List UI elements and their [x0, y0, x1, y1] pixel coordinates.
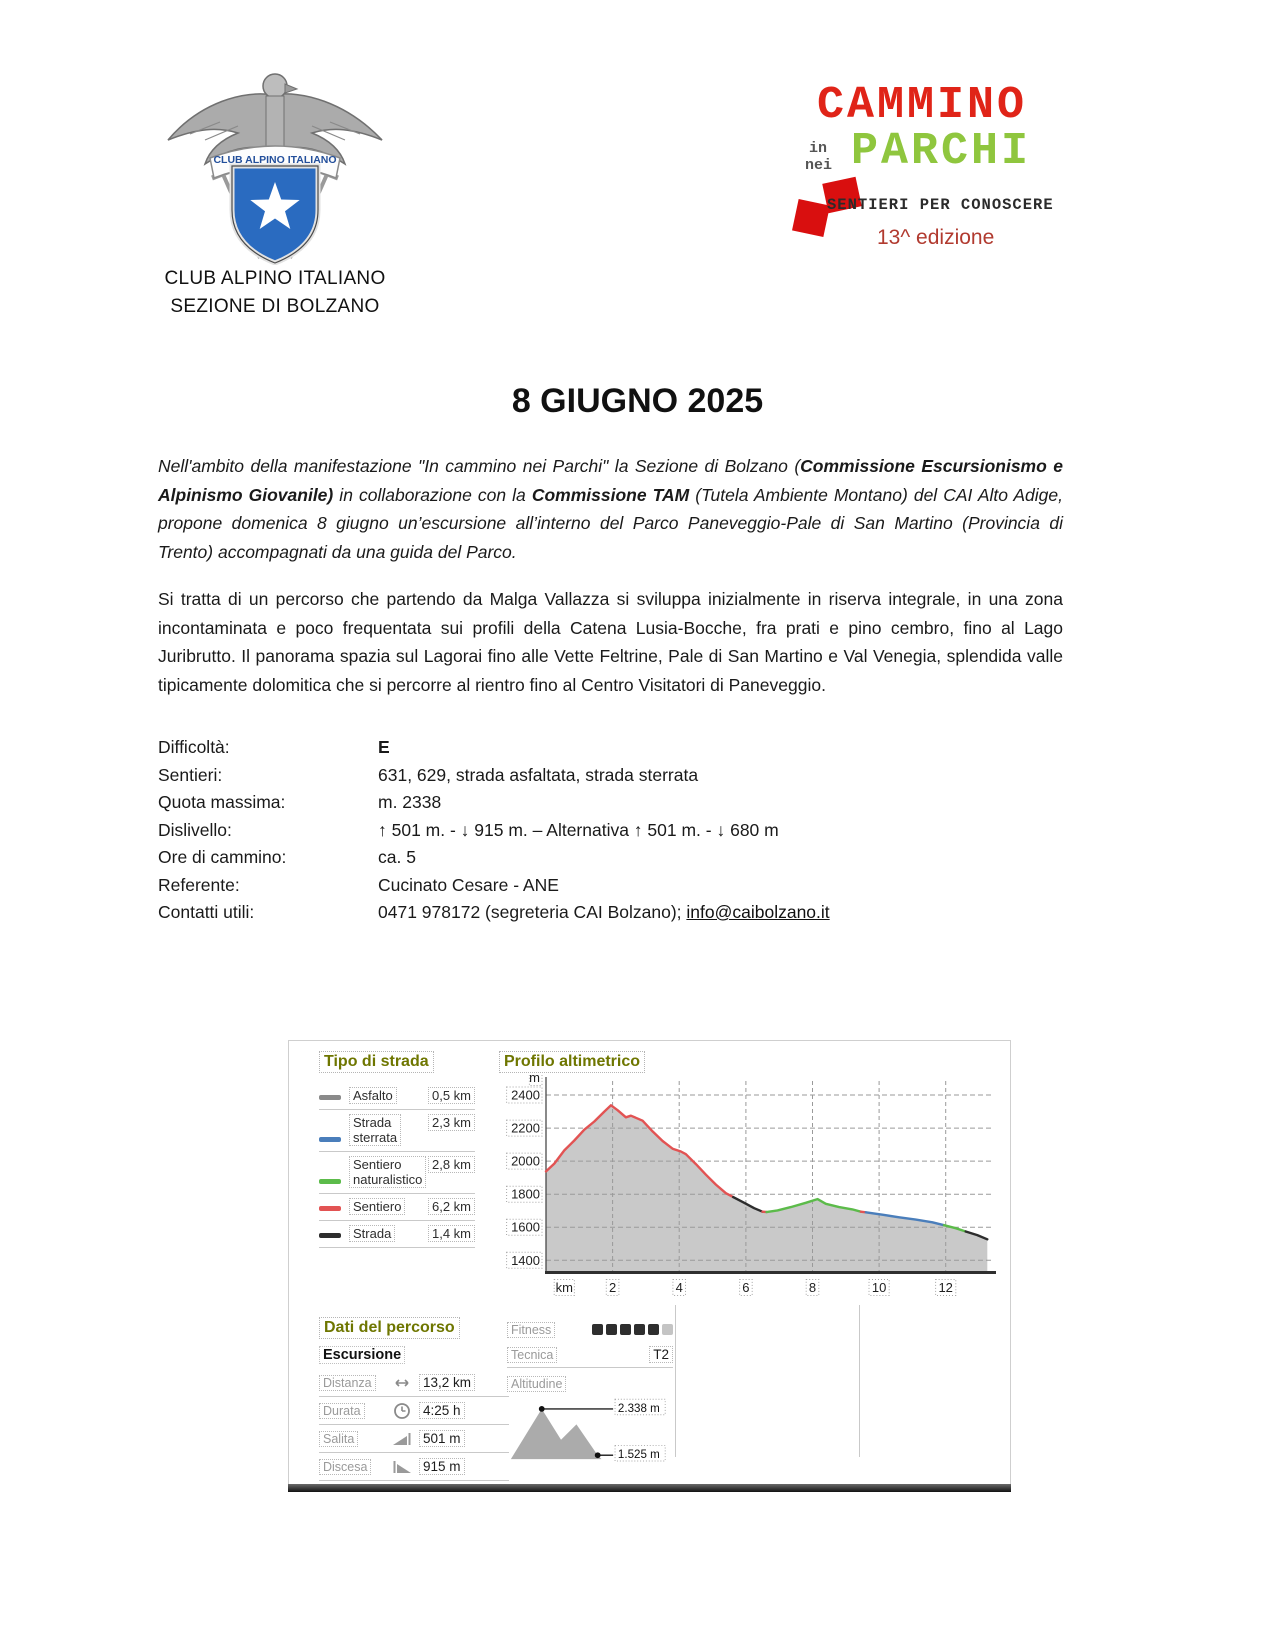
- legend-dash-icon: [319, 1206, 341, 1211]
- tecnica-row: [507, 1342, 673, 1368]
- logo-tagline: SENTIERI PER CONOSCERE: [827, 196, 1054, 214]
- detail-row: [158, 789, 1068, 817]
- fitness-dot: [662, 1324, 673, 1335]
- route-value: 501 m: [419, 1430, 465, 1447]
- route-label: Discesa: [319, 1459, 371, 1475]
- route-label: Distanza: [319, 1375, 376, 1391]
- tick-label: 8: [808, 1280, 817, 1295]
- cammino-word: CAMMINO: [817, 80, 1028, 131]
- column-divider: [675, 1305, 676, 1457]
- route-rows: [319, 1369, 509, 1481]
- distance-icon: [392, 1376, 412, 1390]
- legend-label: Sentiero naturalistico: [349, 1156, 426, 1188]
- cai-logo-block: [150, 60, 400, 321]
- elevation-profile-chart: [501, 1075, 996, 1299]
- tick-label: 1800: [511, 1186, 540, 1202]
- detail-value: m. 2338: [378, 792, 442, 812]
- tick-label: 1400: [511, 1252, 540, 1268]
- legend-label: Strada: [349, 1225, 395, 1242]
- detail-value: ↑ 501 m. - ↓ 915 m. – Alternativa ↑ 501 m. - ↓ 680 m: [378, 819, 779, 840]
- route-value: 915 m: [419, 1458, 465, 1475]
- legend-label: Strada sterrata: [349, 1114, 401, 1146]
- detail-label: Difficoltà:: [158, 737, 230, 757]
- fitness-dot: [592, 1324, 603, 1335]
- tick-label: 2: [608, 1280, 617, 1295]
- cammino-nei-parchi-logo: [793, 80, 1063, 259]
- eagle-head: [263, 74, 287, 98]
- cai-caption-line2: SEZIONE DI BOLZANO: [170, 296, 380, 317]
- tick-label: 10: [871, 1280, 887, 1295]
- detail-row: [158, 899, 1068, 927]
- fitness-dot: [606, 1324, 617, 1335]
- fitness-dots: [592, 1324, 673, 1335]
- tecnica-label: Tecnica: [507, 1347, 557, 1363]
- detail-row: [158, 734, 1068, 762]
- route-value: 4:25 h: [419, 1402, 465, 1419]
- red-square-icon: [792, 199, 830, 237]
- route-label: Salita: [319, 1431, 358, 1447]
- cai-caption-line1: CLUB ALPINO ITALIANO: [164, 268, 386, 289]
- detail-label: Dislivello:: [158, 819, 232, 840]
- legend-label: Asfalto: [349, 1087, 397, 1104]
- legend-rows: [319, 1083, 475, 1248]
- hike-details-list: [158, 734, 1068, 927]
- ascent-icon: [392, 1432, 412, 1446]
- legend-value: 0,5 km: [428, 1087, 475, 1104]
- banner-text: CLUB ALPINO ITALIANO: [213, 154, 337, 166]
- detail-row: [158, 817, 1068, 845]
- legend-row: [319, 1110, 475, 1152]
- detail-value: ca. 5: [378, 847, 416, 867]
- legend-row: [319, 1152, 475, 1194]
- altitude-min: 1.525 m: [617, 1449, 660, 1462]
- tick-label: km: [555, 1280, 573, 1295]
- nei-word: nei: [805, 157, 833, 174]
- fitness-label: Fitness: [507, 1322, 555, 1338]
- detail-value: 631, 629, strada asfaltata, strada sterrata: [378, 764, 699, 785]
- tick-label: 12: [938, 1280, 953, 1295]
- tick-label: 2000: [511, 1153, 540, 1169]
- route-row: [319, 1369, 509, 1397]
- legend-value: 2,8 km: [428, 1156, 475, 1173]
- detail-label: Sentieri:: [158, 764, 223, 785]
- legend-value: 2,3 km: [428, 1114, 475, 1131]
- legend-row: [319, 1194, 475, 1221]
- route-row: [319, 1453, 509, 1481]
- detail-label: Referente:: [158, 874, 240, 895]
- altitude-max: 2.338 m: [617, 1402, 660, 1415]
- road-type-legend: [319, 1051, 475, 1248]
- legend-dash-icon: [319, 1233, 341, 1238]
- route-label: Durata: [319, 1403, 365, 1419]
- mountain-icon: [507, 1395, 671, 1473]
- detail-label: Ore di cammino:: [158, 847, 287, 867]
- route-data-title: Dati del percorso: [319, 1317, 460, 1339]
- route-value: 13,2 km: [419, 1374, 475, 1391]
- email-link[interactable]: info@caibolzano.it: [686, 902, 830, 922]
- detail-label: Quota massima:: [158, 792, 286, 812]
- legend-row: [319, 1083, 475, 1110]
- descent-icon: [392, 1460, 412, 1474]
- legend-value: 1,4 km: [428, 1225, 475, 1242]
- eagle-beak: [285, 84, 297, 93]
- detail-row: [158, 844, 1068, 872]
- in-word: in: [809, 140, 828, 157]
- route-row: [319, 1425, 509, 1453]
- detail-row: [158, 762, 1068, 790]
- route-stats-panel: [288, 1040, 1011, 1492]
- clock-icon: [393, 1402, 411, 1420]
- detail-row: [158, 872, 1068, 900]
- legend-row: [319, 1221, 475, 1248]
- legend-title: Tipo di strada: [319, 1051, 434, 1073]
- fitness-dot: [634, 1324, 645, 1335]
- route-row: [319, 1397, 509, 1425]
- detail-value: Cucinato Cesare - ANE: [378, 874, 559, 895]
- detail-value: 0471 978172 (segreteria CAI Bolzano); info@caibolzano.it: [378, 902, 830, 922]
- route-subtitle: Escursione: [319, 1346, 405, 1364]
- detail-label: Contatti utili:: [158, 902, 255, 922]
- tick-label: 6: [742, 1280, 750, 1295]
- tick-label: m: [529, 1075, 540, 1086]
- altitudine-label: Altitudine: [507, 1376, 566, 1392]
- legend-dash-icon: [319, 1095, 341, 1100]
- fitness-row: [507, 1317, 673, 1342]
- tecnica-value: T2: [649, 1346, 673, 1363]
- column-divider: [859, 1305, 860, 1457]
- description-paragraph: Si tratta di un percorso che partendo da Malga Vallazza si sviluppa inizialmente in riserva integrale, in una zona incontaminata e poco frequentata sui profili della Catena Lusia-Bocche, fra prati e pino cembro, fino al Lago Juribrutto. Il panorama spazia sul Lagorai fino alle Vette Feltrine, Pale di San Martino e Val Venegia, splendida valle tipicamente dolomitica che si percorre al rientro fino al Centro Visitatori di Paneveggio.: [158, 589, 1063, 695]
- chart-title: Profilo altimetrico: [499, 1051, 645, 1073]
- parchi-word: PARCHI: [851, 126, 1032, 177]
- cai-eagle-shield-logo: [160, 60, 390, 265]
- tick-label: 2400: [511, 1087, 540, 1103]
- panel-bottom-bar: [288, 1484, 1011, 1492]
- fitness-dot: [620, 1324, 631, 1335]
- tick-label: 4: [675, 1280, 683, 1295]
- edition-label: 13^ edizione: [877, 226, 995, 249]
- tick-label: 1600: [511, 1219, 540, 1235]
- tick-label: 2200: [511, 1120, 540, 1136]
- route-stats-column: [507, 1317, 673, 1476]
- legend-dash-icon: [319, 1137, 341, 1142]
- route-data-section: [319, 1317, 509, 1481]
- fitness-dot: [648, 1324, 659, 1335]
- page-title: 8 GIUGNO 2025: [511, 382, 764, 420]
- detail-value: E: [378, 737, 390, 757]
- intro-paragraph: Nell'ambito della manifestazione "In cammino nei Parchi" la Sezione di Bolzano (Commissione Escursionismo e Alpinismo Giovanile) in collaborazione con la Commissione TAM (Tutela Ambiente Montano) del CAI Alto Adige, propone domenica 8 giugno un’escursione all’interno del Parco Paneveggio-Pale di San Martino (Provincia di Trento) accompagnati da una guida del Parco.: [158, 456, 1064, 562]
- legend-dash-icon: [319, 1179, 341, 1184]
- legend-value: 6,2 km: [428, 1198, 475, 1215]
- legend-label: Sentiero: [349, 1198, 405, 1215]
